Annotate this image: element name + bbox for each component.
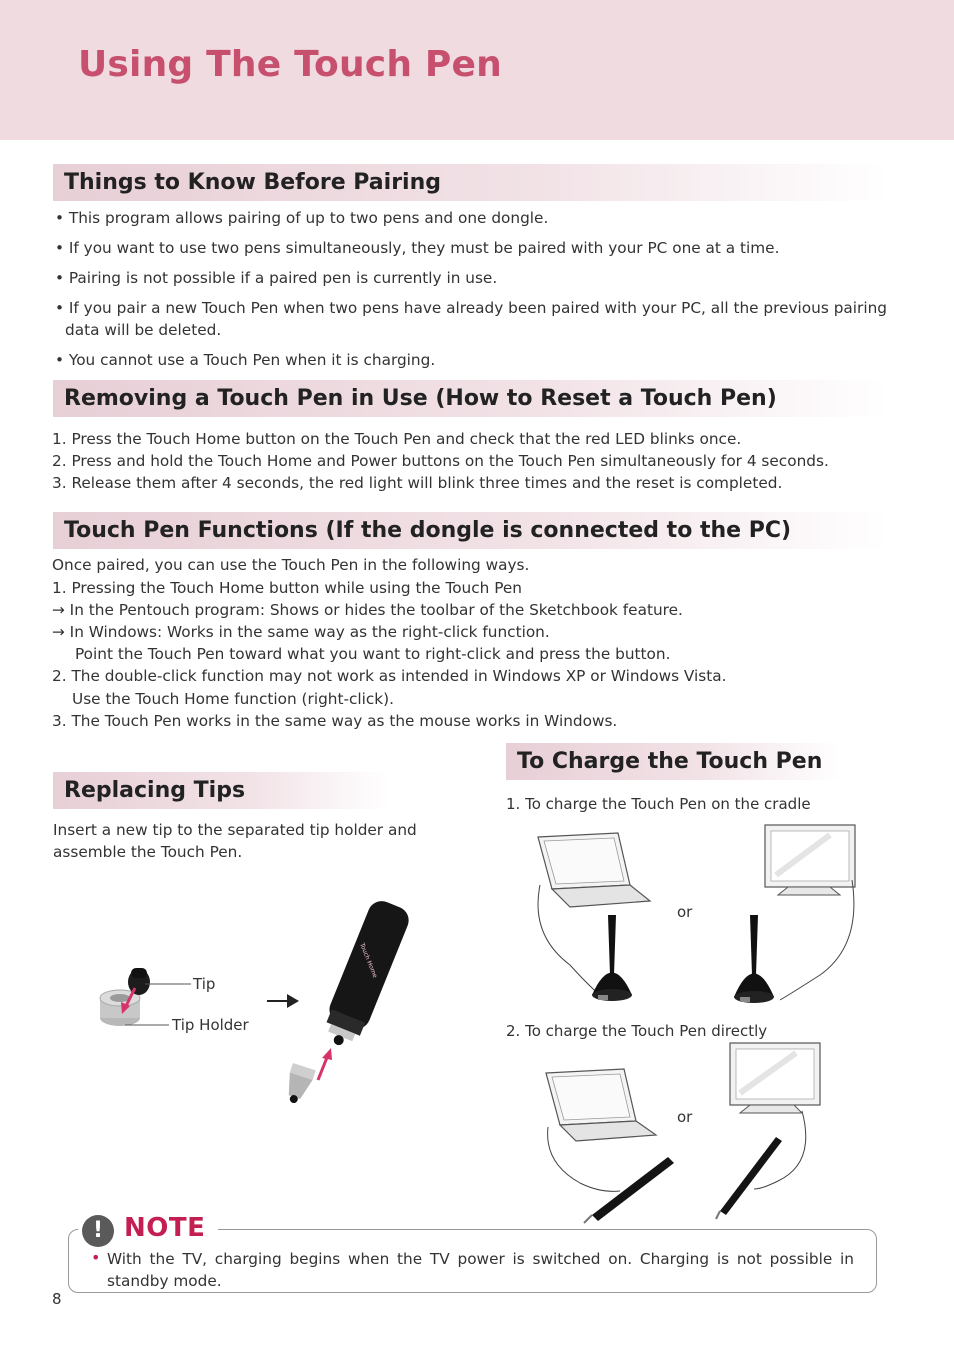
function-line: Use the Touch Home function (right-click). xyxy=(72,690,394,708)
step-item: 2. Press and hold the Touch Home and Power buttons on the Touch Pen simultaneously for 4 seconds. xyxy=(52,452,829,470)
function-line: Once paired, you can use the Touch Pen in the following ways. xyxy=(52,556,530,574)
note-title: NOTE xyxy=(124,1213,206,1243)
note-text: With the TV, charging begins when the TV power is switched on. Charging is not possible in standby mode. xyxy=(107,1250,854,1290)
tv-icon xyxy=(730,1043,820,1113)
or-label: or xyxy=(677,903,693,921)
exclamation-icon: ! xyxy=(82,1215,114,1247)
charge-step1: 1. To charge the Touch Pen on the cradle xyxy=(506,795,811,813)
pen-brand-text: Touch Home xyxy=(358,942,379,979)
replacing-text: Insert a new tip to the separated tip holder and xyxy=(53,821,417,839)
cradle-charging-illustration xyxy=(530,825,860,1010)
laptop-icon xyxy=(546,1069,656,1141)
bullet-item: • You cannot use a Touch Pen when it is charging. xyxy=(55,351,436,369)
section-heading-functions: Touch Pen Functions (If the dongle is connected to the PC) xyxy=(53,512,888,549)
section-heading-replacing-tips: Replacing Tips xyxy=(53,772,388,809)
tip-label: Tip xyxy=(193,975,216,993)
bullet-item: • If you want to use two pens simultaneously, they must be paired with your PC one at a time. xyxy=(55,239,780,257)
page-title: Using The Touch Pen xyxy=(78,44,502,85)
bullet-item: • If you pair a new Touch Pen when two pens have already been paired with your PC, all the previous pairing xyxy=(55,299,887,317)
or-label: or xyxy=(677,1108,693,1126)
section-heading-pairing: Things to Know Before Pairing xyxy=(53,164,888,201)
step-item: 1. Press the Touch Home button on the Touch Pen and check that the red LED blinks once. xyxy=(52,430,742,448)
section-heading-charge: To Charge the Touch Pen xyxy=(506,743,841,780)
tip-holder-label: Tip Holder xyxy=(172,1016,249,1034)
function-line: → In Windows: Works in the same way as the right-click function. xyxy=(52,623,550,641)
step-item: 3. Release them after 4 seconds, the red light will blink three times and the reset is completed. xyxy=(52,474,783,492)
touch-pen-illustration xyxy=(280,900,420,1110)
function-line: 3. The Touch Pen works in the same way as the mouse works in Windows. xyxy=(52,712,618,730)
function-line: 1. Pressing the Touch Home button while using the Touch Pen xyxy=(52,579,522,597)
tv-icon xyxy=(765,825,855,895)
replacing-text: assemble the Touch Pen. xyxy=(53,843,243,861)
direct-charging-illustration xyxy=(540,1043,840,1223)
charge-step2: 2. To charge the Touch Pen directly xyxy=(506,1022,768,1040)
section-heading-reset: Removing a Touch Pen in Use (How to Reset a Touch Pen) xyxy=(53,380,888,417)
note-bullet: • xyxy=(91,1248,101,1267)
bullet-item: • Pairing is not possible if a paired pen is currently in use. xyxy=(55,269,498,287)
function-line: → In the Pentouch program: Shows or hides the toolbar of the Sketchbook feature. xyxy=(52,601,683,619)
bullet-continuation: data will be deleted. xyxy=(65,321,222,339)
laptop-icon xyxy=(538,833,650,907)
function-line: 2. The double-click function may not work as intended in Windows XP or Windows Vista. xyxy=(52,667,727,685)
function-line: Point the Touch Pen toward what you want to right-click and press the button. xyxy=(75,645,671,663)
bullet-item: • This program allows pairing of up to two pens and one dongle. xyxy=(55,209,549,227)
page-number: 8 xyxy=(52,1290,62,1308)
note-header xyxy=(78,1212,218,1248)
